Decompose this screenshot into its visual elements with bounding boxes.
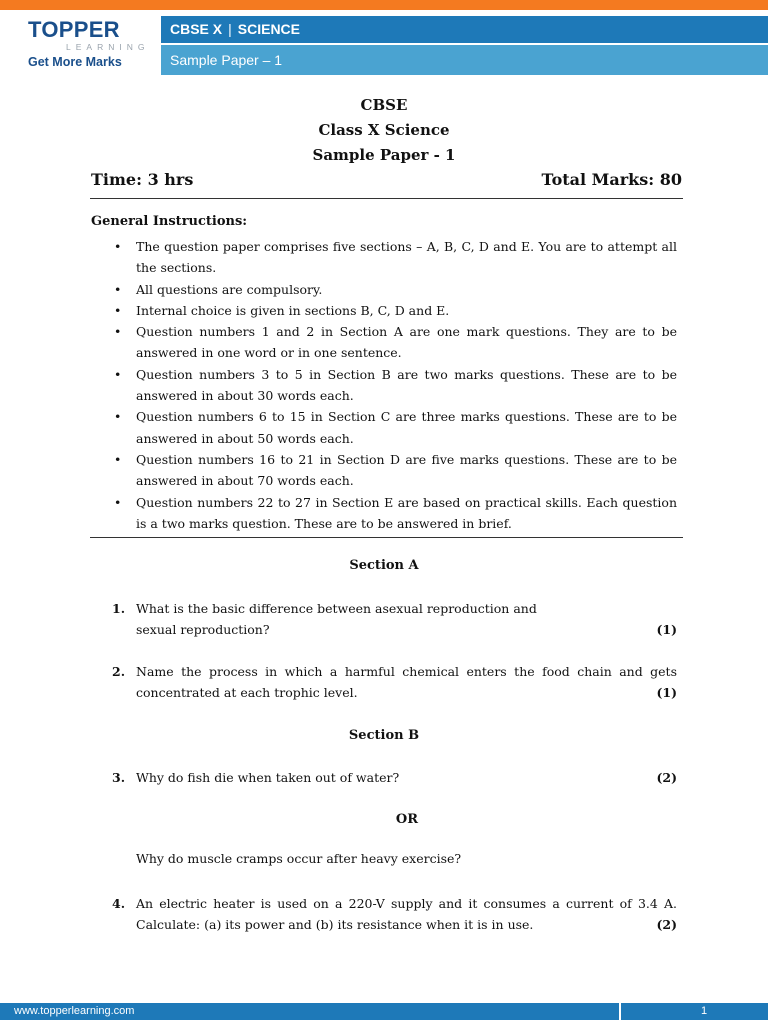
page-number: 1 bbox=[701, 1005, 708, 1017]
or-label: OR bbox=[395, 812, 419, 827]
header-separator: | bbox=[228, 21, 232, 37]
topper-logo bbox=[28, 17, 150, 78]
top-accent-bar bbox=[0, 0, 768, 10]
time-label: Time: 3 hrs bbox=[91, 170, 194, 189]
question-marks: (2) bbox=[656, 770, 677, 785]
instruction-item: • Question numbers 6 to 15 in Section C are three marks questions. These are to be answered in about 50 words each. bbox=[91, 406, 677, 449]
divider-top bbox=[90, 198, 683, 199]
instructions-list bbox=[91, 236, 677, 534]
instruction-item: • Question numbers 1 and 2 in Section A are one mark questions. They are to be answered in one word or in one sentence. bbox=[91, 321, 677, 364]
question-text: An electric heater is used on a 220-V supply and it consumes a current of 3.4 A. Calculate: (a) its power and (b) its resistance when it is in use. bbox=[136, 896, 677, 933]
time-marks-row bbox=[91, 170, 682, 189]
header-paper-bar bbox=[161, 45, 768, 75]
question-number: 1. bbox=[112, 601, 126, 616]
header-paper: Sample Paper – 1 bbox=[170, 52, 283, 68]
title-class: Class X Science bbox=[318, 121, 450, 139]
question-3 bbox=[107, 767, 677, 788]
title-paper: Sample Paper - 1 bbox=[312, 146, 456, 164]
question-1 bbox=[107, 598, 677, 641]
question-number: 2. bbox=[112, 664, 126, 679]
question-text: Name the process in which a harmful chemical enters the food chain and gets concentrated at each trophic level. bbox=[136, 664, 677, 701]
logo-subword: LEARNING bbox=[66, 42, 150, 52]
header-subject: SCIENCE bbox=[237, 21, 300, 37]
question-text: What is the basic difference between asexual reproduction and sexual reproduction? bbox=[136, 601, 537, 638]
question-marks: (1) bbox=[656, 622, 677, 638]
header-subject-bar bbox=[161, 16, 768, 43]
question-2 bbox=[107, 661, 677, 704]
divider-bottom bbox=[90, 537, 683, 538]
instructions-heading: General Instructions: bbox=[91, 214, 248, 229]
instruction-item: • Question numbers 16 to 21 in Section D are five marks questions. These are to be answered in about 70 words each. bbox=[91, 449, 677, 492]
instruction-item: • Question numbers 22 to 27 in Section E are based on practical skills. Each question is a two marks question. These are to be answered in brief. bbox=[91, 492, 677, 535]
question-3-alternative: Why do muscle cramps occur after heavy exercise? bbox=[136, 851, 462, 866]
section-a-heading: Section A bbox=[349, 558, 419, 573]
header-board: CBSE X bbox=[170, 21, 223, 37]
logo-tagline: Get More Marks bbox=[28, 55, 122, 69]
question-number: 4. bbox=[112, 896, 126, 911]
footer-url-link[interactable]: www.topperlearning.com bbox=[14, 1005, 135, 1017]
footer-divider bbox=[619, 1003, 621, 1020]
section-b-heading: Section B bbox=[348, 728, 420, 743]
question-text: Why do fish die when taken out of water? bbox=[136, 770, 400, 785]
instruction-item: • Question numbers 3 to 5 in Section B are two marks questions. These are to be answered in about 30 words each. bbox=[91, 364, 677, 407]
logo-wordmark: TOPPER bbox=[28, 17, 120, 42]
title-board: CBSE bbox=[360, 96, 408, 114]
instruction-item: • All questions are compulsory. bbox=[91, 279, 677, 300]
total-marks-label: Total Marks: 80 bbox=[541, 170, 682, 189]
page-footer bbox=[0, 1003, 768, 1020]
instruction-item: • Internal choice is given in sections B, C, D and E. bbox=[91, 300, 677, 321]
question-marks: (1) bbox=[656, 685, 677, 701]
question-4 bbox=[107, 893, 677, 936]
instruction-item: • The question paper comprises five sections – A, B, C, D and E. You are to attempt all the sections. bbox=[91, 236, 677, 279]
question-number: 3. bbox=[112, 770, 126, 785]
question-marks: (2) bbox=[656, 917, 677, 933]
